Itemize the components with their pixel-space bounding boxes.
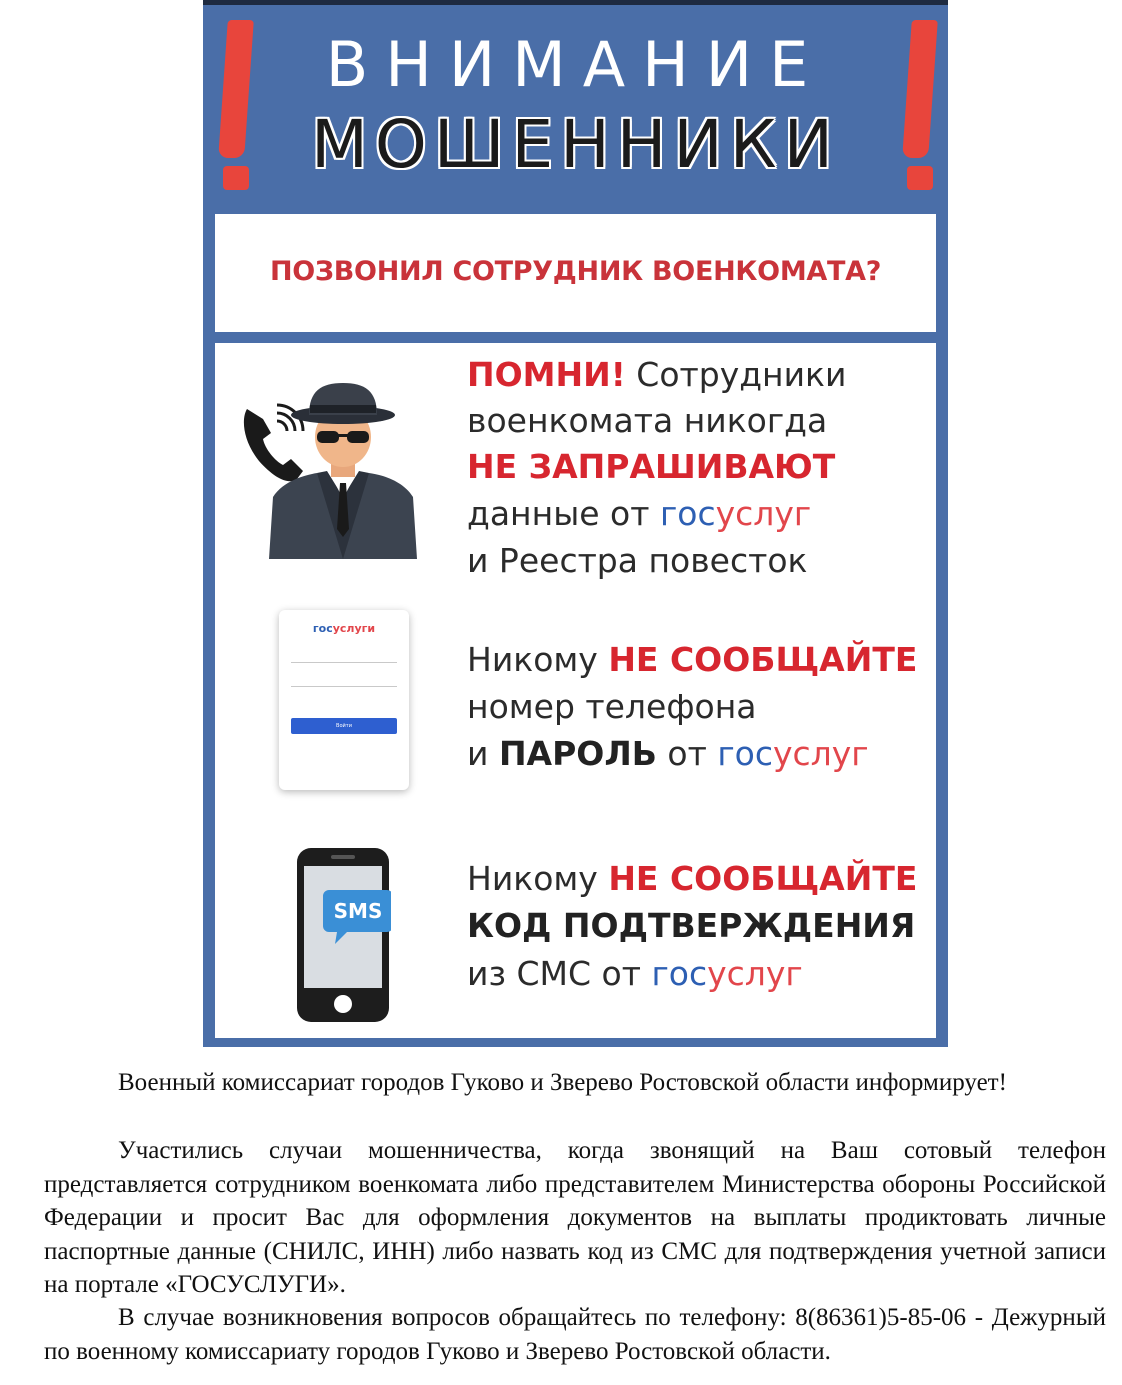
sms-label: SMS <box>333 899 383 923</box>
login-button-image: Войти <box>291 718 397 734</box>
poster-title-fraudsters: МОШЕННИКИ <box>310 106 841 183</box>
block1-line5: и Реестра повесток <box>467 541 808 580</box>
login-field-icon <box>291 672 397 687</box>
paragraph-fraud-description: Участились случаи мошенничества, когда звонящий на Ваш сотовый телефон представляется сотрудником военкомата либо представителем Министерства обороны Российской Федерации и просит Вас для оформления документов на выплаты продиктовать личные паспортные данные (СНИЛС, ИНН) либо назвать код из СМС для подтверждения учетной записи на портале «ГОСУСЛУГИ». <box>44 1137 1106 1298</box>
remember-line: ПОМНИ! Сотрудники <box>467 355 847 394</box>
sms-phone-icon <box>295 846 391 1024</box>
paragraph-contact: В случае возникновения вопросов обращайтесь по телефону: 8(86361)5-85-06 - Дежурный по военному комиссариату городов Гуково и Зверево Ростовской области. <box>44 1304 1106 1365</box>
poster-title-attention: ВНИМАНИЕ <box>325 28 826 101</box>
warning-poster <box>203 0 948 1047</box>
question-banner <box>215 214 936 332</box>
content-panel <box>215 343 936 1038</box>
spy-caller-icon <box>239 379 429 559</box>
gosuslugi-login-screen-icon <box>279 610 409 790</box>
do-not-ask-text: НЕ ЗАПРАШИВАЮТ <box>467 447 836 486</box>
block1-line2: военкомата никогда <box>467 401 828 440</box>
confirmation-code-text: КОД ПОДТВЕРЖДЕНИЯ <box>467 906 916 945</box>
block1-line4: данные от госуслуг <box>467 494 812 533</box>
block3-line1: Никому НЕ СООБЩАЙТЕ <box>467 859 918 898</box>
login-brand: госуслуги <box>312 622 376 635</box>
login-field-icon <box>291 648 397 663</box>
question-text: ПОЗВОНИЛ СОТРУДНИК ВОЕНКОМАТА? <box>269 256 882 287</box>
paragraph-intro: Военный комиссариат городов Гуково и Зверево Ростовской области информирует! <box>118 1069 1007 1096</box>
poster-top-border <box>203 0 948 5</box>
block2-line2: номер телефона <box>467 687 757 726</box>
block2-line1: Никому НЕ СООБЩАЙТЕ <box>467 640 918 679</box>
block3-line3: из СМС от госуслуг <box>467 954 803 993</box>
block2-line3: и ПАРОЛЬ от госуслуг <box>467 734 869 773</box>
remember-label: ПОМНИ! <box>467 355 626 394</box>
